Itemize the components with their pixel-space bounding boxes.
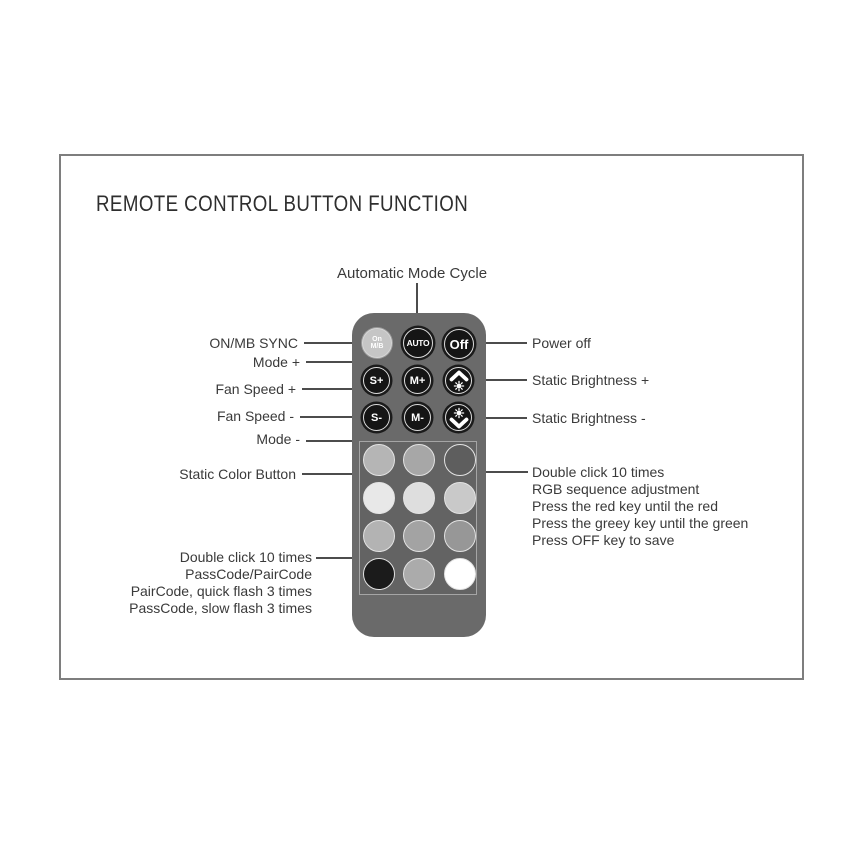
brightness-up-button[interactable] — [445, 367, 472, 394]
color-button-r3-c3[interactable] — [444, 520, 476, 552]
color-button-r4-c1[interactable] — [363, 558, 395, 590]
callout-line — [479, 471, 528, 473]
color-button-r1-c3[interactable] — [444, 444, 476, 476]
speed-plus-button[interactable] — [363, 367, 390, 394]
left-note-line: PassCode, slow flash 3 times — [129, 600, 312, 616]
static-color-grid — [359, 441, 477, 595]
mode-plus-button-label: M+ — [409, 374, 426, 387]
callout-automatic-mode-cycle: Automatic Mode Cycle — [337, 265, 488, 282]
callout-mode-minus: Mode - — [256, 431, 300, 447]
remote-body — [352, 313, 486, 637]
on-mb-sync-button[interactable] — [362, 328, 392, 358]
callout-fan-speed-minus: Fan Speed - — [216, 408, 294, 424]
speed-plus-button-label: S+ — [369, 374, 384, 387]
brightness-down-button[interactable] — [445, 404, 472, 431]
color-button-r4-c2[interactable] — [403, 558, 435, 590]
page-title: REMOTE CONTROL BUTTON FUNCTION — [96, 191, 469, 216]
callout-on-mb-sync: ON/MB SYNC — [209, 335, 298, 351]
right-note-line: Double click 10 times — [532, 464, 665, 480]
callout-fan-speed-plus: Fan Speed + — [215, 381, 296, 397]
callout-static-brightness-plus: Static Brightness + — [532, 372, 650, 388]
right-note-line: Press OFF key to save — [532, 532, 675, 548]
color-button-r3-c1[interactable] — [363, 520, 395, 552]
color-button-r2-c2[interactable] — [403, 482, 435, 514]
right-note-line: RGB sequence adjustment — [532, 481, 700, 497]
callout-mode-plus: Mode + — [252, 354, 300, 370]
right-note-line: Press the red key until the red — [532, 498, 718, 514]
speed-minus-button[interactable] — [363, 404, 390, 431]
left-note-line: PassCode/PairCode — [185, 566, 312, 582]
color-button-r4-c3[interactable] — [444, 558, 476, 590]
brightness-down-icon — [447, 406, 471, 430]
brightness-up-icon — [447, 369, 471, 393]
callout-power-off: Power off — [532, 335, 591, 351]
off-button-label: Off — [449, 336, 469, 352]
right-note — [532, 464, 802, 549]
speed-minus-button-label: S- — [371, 411, 382, 424]
color-button-r2-c3[interactable] — [444, 482, 476, 514]
color-button-r1-c2[interactable] — [403, 444, 435, 476]
callout-static-brightness-minus: Static Brightness - — [532, 410, 646, 426]
callout-static-color-button: Static Color Button — [179, 466, 296, 482]
color-button-r3-c2[interactable] — [403, 520, 435, 552]
color-button-r2-c1[interactable] — [363, 482, 395, 514]
off-button[interactable] — [444, 329, 474, 359]
left-note-line: Double click 10 times — [179, 549, 312, 565]
color-button-r1-c1[interactable] — [363, 444, 395, 476]
right-note-line: Press the greey key until the green — [532, 515, 749, 531]
auto-button[interactable] — [403, 328, 433, 358]
on-mb-sync-button-label: On M/B — [370, 336, 384, 350]
left-note-line: PairCode, quick flash 3 times — [130, 583, 312, 599]
mode-minus-button[interactable] — [404, 404, 431, 431]
left-note — [60, 549, 312, 617]
auto-button-label: AUTO — [406, 338, 430, 348]
mode-plus-button[interactable] — [404, 367, 431, 394]
mode-minus-button-label: M- — [411, 411, 424, 424]
